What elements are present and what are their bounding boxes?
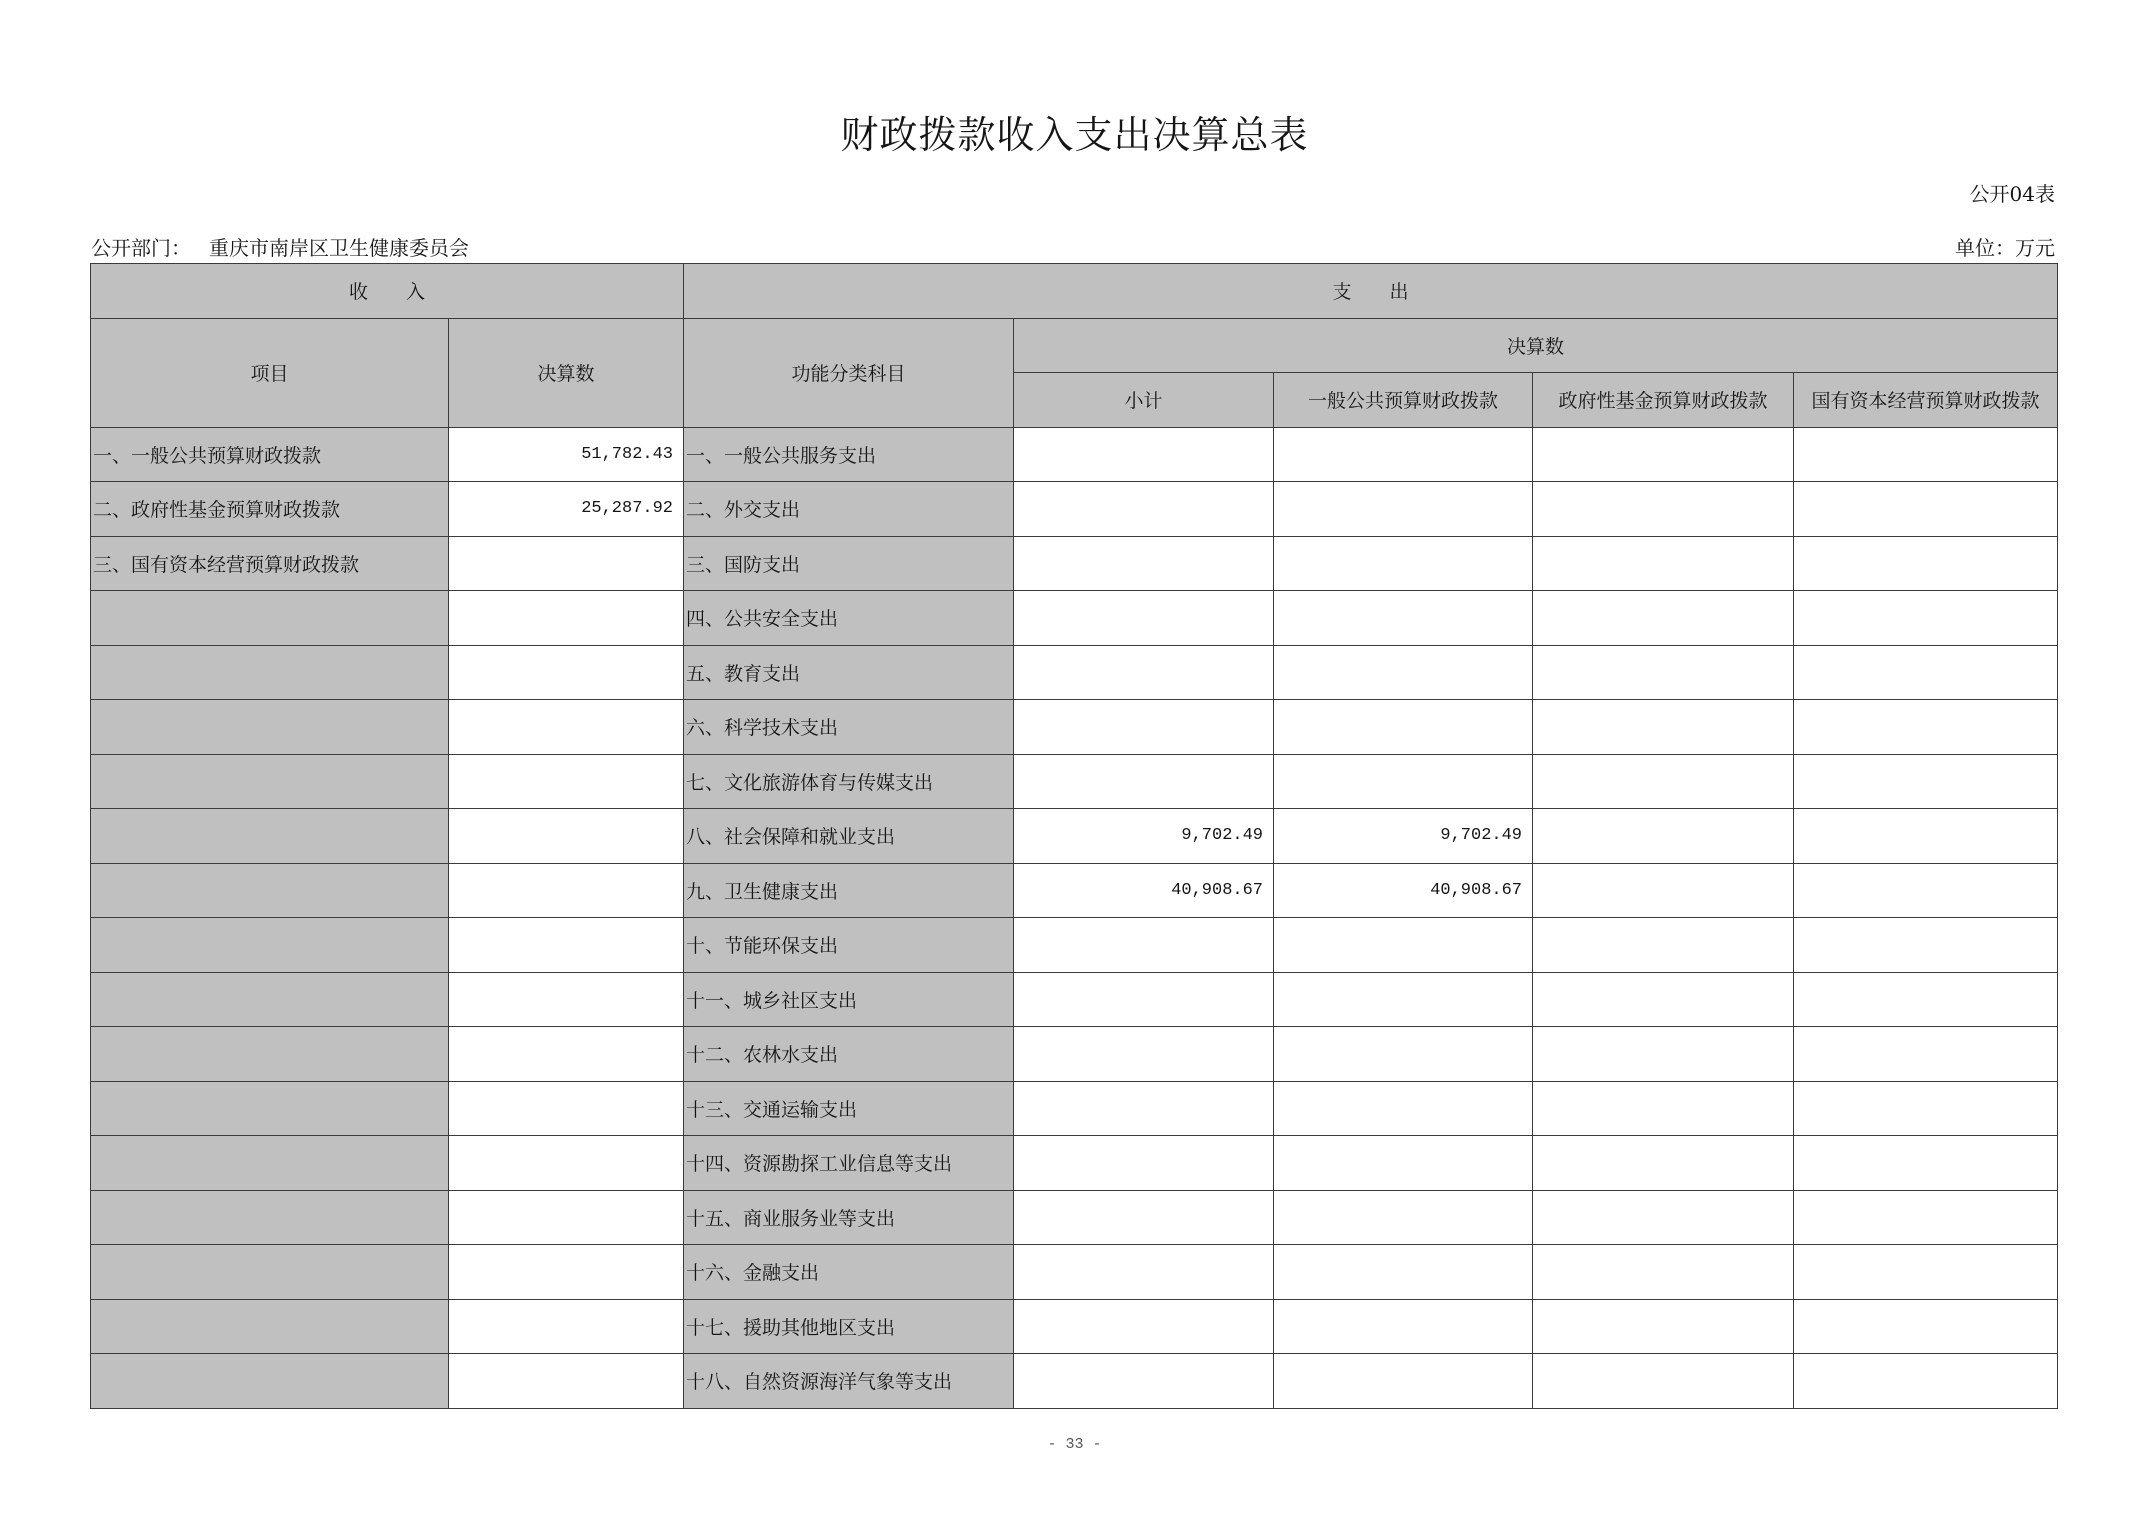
income-item-cell xyxy=(91,591,449,646)
unit-label: 单位：万元 xyxy=(1955,236,2055,260)
expense-fund-cell xyxy=(1533,918,1794,973)
form-code: 公开04表 xyxy=(1969,182,2055,206)
expense-function-cell: 十一、城乡社区支出 xyxy=(684,972,1014,1027)
expense-subtotal-cell xyxy=(1014,1027,1274,1082)
expense-state-capital-cell xyxy=(1794,1136,2058,1191)
expense-state-capital-cell xyxy=(1794,754,2058,809)
income-item-cell xyxy=(91,1081,449,1136)
expense-function-cell: 七、文化旅游体育与传媒支出 xyxy=(684,754,1014,809)
expense-fund-cell xyxy=(1533,536,1794,591)
expense-function-cell: 十二、农林水支出 xyxy=(684,1027,1014,1082)
income-amount-cell xyxy=(449,863,684,918)
page-title: 财政拨款收入支出决算总表 xyxy=(840,113,1309,157)
table-row xyxy=(91,1190,2058,1245)
expense-state-capital-cell xyxy=(1794,427,2058,482)
table-row xyxy=(91,427,2058,482)
expense-state-capital-cell xyxy=(1794,536,2058,591)
expense-state-capital-cell xyxy=(1794,1299,2058,1354)
income-amount-cell xyxy=(449,591,684,646)
col-amount-group-header: 决算数 xyxy=(1014,318,2058,373)
income-item-cell xyxy=(91,700,449,755)
expense-subtotal-cell xyxy=(1014,918,1274,973)
expense-subtotal-cell xyxy=(1014,645,1274,700)
table-row xyxy=(91,1354,2058,1409)
expense-state-capital-cell xyxy=(1794,809,2058,864)
table-row xyxy=(91,482,2058,537)
expense-general-cell xyxy=(1274,1136,1533,1191)
income-item-cell xyxy=(91,972,449,1027)
income-amount-cell xyxy=(449,700,684,755)
expense-function-cell: 十五、商业服务业等支出 xyxy=(684,1190,1014,1245)
expense-subtotal-cell xyxy=(1014,1245,1274,1300)
expense-general-cell: 9,702.49 xyxy=(1274,809,1533,864)
income-item-cell xyxy=(91,1354,449,1409)
expense-fund-cell xyxy=(1533,645,1794,700)
expense-state-capital-cell xyxy=(1794,863,2058,918)
expense-state-capital-cell xyxy=(1794,645,2058,700)
income-item-cell xyxy=(91,1299,449,1354)
expense-general-cell xyxy=(1274,1299,1533,1354)
expense-general-cell xyxy=(1274,1027,1533,1082)
income-item-cell xyxy=(91,1027,449,1082)
expense-function-cell: 九、卫生健康支出 xyxy=(684,863,1014,918)
income-amount-cell xyxy=(449,918,684,973)
expense-general-cell xyxy=(1274,972,1533,1027)
expense-function-cell: 十、节能环保支出 xyxy=(684,918,1014,973)
table-row xyxy=(91,1245,2058,1300)
expense-subtotal-cell xyxy=(1014,536,1274,591)
expense-general-cell xyxy=(1274,754,1533,809)
col-state-capital-header: 国有资本经营预算财政拨款 xyxy=(1794,373,2058,428)
income-item-cell xyxy=(91,809,449,864)
expense-fund-cell xyxy=(1533,972,1794,1027)
expense-subtotal-cell xyxy=(1014,700,1274,755)
expense-state-capital-cell xyxy=(1794,1245,2058,1300)
expense-state-capital-cell xyxy=(1794,972,2058,1027)
income-item-cell: 三、国有资本经营预算财政拨款 xyxy=(91,536,449,591)
expense-subtotal-cell xyxy=(1014,1354,1274,1409)
expense-state-capital-cell xyxy=(1794,918,2058,973)
page-number: - 33 - xyxy=(1047,1436,1102,1453)
income-amount-cell xyxy=(449,1190,684,1245)
department-line xyxy=(91,232,469,261)
expense-fund-cell xyxy=(1533,427,1794,482)
table-row xyxy=(91,809,2058,864)
table-row xyxy=(91,754,2058,809)
expense-fund-cell xyxy=(1533,754,1794,809)
table-row xyxy=(91,1136,2058,1191)
expense-function-cell: 十三、交通运输支出 xyxy=(684,1081,1014,1136)
expense-general-cell xyxy=(1274,1245,1533,1300)
expense-function-cell: 二、外交支出 xyxy=(684,482,1014,537)
expense-function-cell: 十八、自然资源海洋气象等支出 xyxy=(684,1354,1014,1409)
expense-general-cell xyxy=(1274,1190,1533,1245)
income-amount-cell xyxy=(449,645,684,700)
income-item-cell: 一、一般公共预算财政拨款 xyxy=(91,427,449,482)
expense-fund-cell xyxy=(1533,482,1794,537)
income-amount-cell xyxy=(449,1027,684,1082)
col-amount-header: 决算数 xyxy=(449,318,684,427)
expense-subtotal-cell xyxy=(1014,1299,1274,1354)
expense-subtotal-cell: 40,908.67 xyxy=(1014,863,1274,918)
expense-general-cell: 40,908.67 xyxy=(1274,863,1533,918)
income-amount-cell xyxy=(449,972,684,1027)
expense-general-cell xyxy=(1274,482,1533,537)
expense-fund-cell xyxy=(1533,1081,1794,1136)
income-amount-cell xyxy=(449,1299,684,1354)
expense-fund-cell xyxy=(1533,809,1794,864)
expense-function-cell: 三、国防支出 xyxy=(684,536,1014,591)
department-label: 公开部门： xyxy=(91,236,191,260)
expense-subtotal-cell xyxy=(1014,754,1274,809)
table-row xyxy=(91,1299,2058,1354)
table-row xyxy=(91,645,2058,700)
col-general-header: 一般公共预算财政拨款 xyxy=(1274,373,1533,428)
table-row xyxy=(91,1027,2058,1082)
table-row xyxy=(91,918,2058,973)
expense-state-capital-cell xyxy=(1794,591,2058,646)
col-item-header: 项目 xyxy=(91,318,449,427)
table-row xyxy=(91,863,2058,918)
income-amount-cell xyxy=(449,1245,684,1300)
income-item-cell xyxy=(91,1245,449,1300)
expense-function-cell: 十七、援助其他地区支出 xyxy=(684,1299,1014,1354)
department-name: 重庆市南岸区卫生健康委员会 xyxy=(209,236,469,260)
income-amount-cell xyxy=(449,754,684,809)
table-row xyxy=(91,536,2058,591)
income-amount-cell xyxy=(449,1136,684,1191)
col-fund-header: 政府性基金预算财政拨款 xyxy=(1533,373,1794,428)
expense-state-capital-cell xyxy=(1794,1354,2058,1409)
expense-fund-cell xyxy=(1533,1245,1794,1300)
income-item-cell: 二、政府性基金预算财政拨款 xyxy=(91,482,449,537)
header-row-2 xyxy=(91,318,2058,373)
header-row-1 xyxy=(91,264,2058,319)
expense-header: 支 出 xyxy=(684,264,2058,319)
table-row xyxy=(91,591,2058,646)
income-amount-cell: 51,782.43 xyxy=(449,427,684,482)
expense-subtotal-cell xyxy=(1014,1081,1274,1136)
table-row xyxy=(91,1081,2058,1136)
income-amount-cell xyxy=(449,536,684,591)
income-amount-cell xyxy=(449,1354,684,1409)
expense-fund-cell xyxy=(1533,591,1794,646)
expense-general-cell xyxy=(1274,918,1533,973)
expense-general-cell xyxy=(1274,427,1533,482)
expense-state-capital-cell xyxy=(1794,1081,2058,1136)
expense-general-cell xyxy=(1274,645,1533,700)
expense-general-cell xyxy=(1274,536,1533,591)
expense-subtotal-cell xyxy=(1014,591,1274,646)
expense-subtotal-cell: 9,702.49 xyxy=(1014,809,1274,864)
income-item-cell xyxy=(91,918,449,973)
table-row xyxy=(91,972,2058,1027)
income-amount-cell xyxy=(449,1081,684,1136)
expense-function-cell: 六、科学技术支出 xyxy=(684,700,1014,755)
col-subtotal-header: 小计 xyxy=(1014,373,1274,428)
expense-fund-cell xyxy=(1533,1354,1794,1409)
expense-state-capital-cell xyxy=(1794,1027,2058,1082)
expense-state-capital-cell xyxy=(1794,700,2058,755)
expense-fund-cell xyxy=(1533,1136,1794,1191)
expense-general-cell xyxy=(1274,1081,1533,1136)
income-item-cell xyxy=(91,645,449,700)
income-item-cell xyxy=(91,754,449,809)
expense-function-cell: 八、社会保障和就业支出 xyxy=(684,809,1014,864)
table-row xyxy=(91,700,2058,755)
expense-fund-cell xyxy=(1533,1027,1794,1082)
expense-general-cell xyxy=(1274,591,1533,646)
expense-subtotal-cell xyxy=(1014,1136,1274,1191)
expense-general-cell xyxy=(1274,1354,1533,1409)
expense-function-cell: 一、一般公共服务支出 xyxy=(684,427,1014,482)
income-item-cell xyxy=(91,1136,449,1191)
income-item-cell xyxy=(91,1190,449,1245)
expense-fund-cell xyxy=(1533,700,1794,755)
expense-fund-cell xyxy=(1533,863,1794,918)
income-item-cell xyxy=(91,863,449,918)
finance-table xyxy=(90,263,2058,1409)
expense-state-capital-cell xyxy=(1794,482,2058,537)
income-amount-cell xyxy=(449,809,684,864)
expense-function-cell: 四、公共安全支出 xyxy=(684,591,1014,646)
income-amount-cell: 25,287.92 xyxy=(449,482,684,537)
expense-function-cell: 五、教育支出 xyxy=(684,645,1014,700)
expense-fund-cell xyxy=(1533,1190,1794,1245)
expense-fund-cell xyxy=(1533,1299,1794,1354)
income-header: 收 入 xyxy=(91,264,684,319)
col-function-header: 功能分类科目 xyxy=(684,318,1014,427)
expense-subtotal-cell xyxy=(1014,427,1274,482)
expense-subtotal-cell xyxy=(1014,482,1274,537)
expense-function-cell: 十六、金融支出 xyxy=(684,1245,1014,1300)
expense-function-cell: 十四、资源勘探工业信息等支出 xyxy=(684,1136,1014,1191)
expense-state-capital-cell xyxy=(1794,1190,2058,1245)
expense-subtotal-cell xyxy=(1014,1190,1274,1245)
expense-subtotal-cell xyxy=(1014,972,1274,1027)
expense-general-cell xyxy=(1274,700,1533,755)
